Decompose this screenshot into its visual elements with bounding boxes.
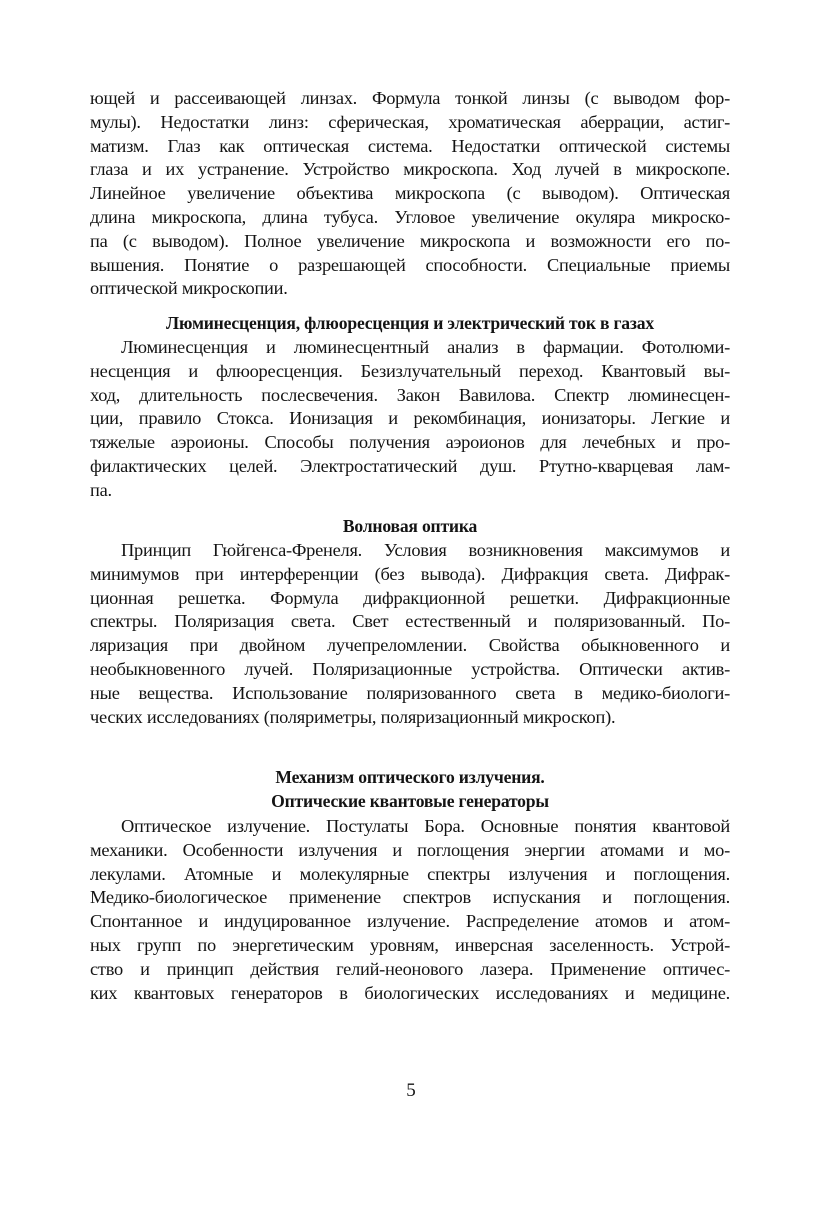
paragraph-line: ляризация при двойном лучепреломлении. Свойства обыкновенного и bbox=[90, 635, 730, 656]
paragraph-line: Линейное увеличение объектива микроскопа (с выводом). Оптическая bbox=[90, 183, 730, 204]
paragraph-line: па. bbox=[90, 479, 112, 500]
section-heading-optical-emission: Механизм оптического излучения. bbox=[275, 767, 545, 787]
paragraph-line: ных групп по энергетическим уровням, инверсная заселенность. Устрой- bbox=[90, 934, 730, 955]
paragraph-line: па (с выводом). Полное увеличение микроскопа и возможности его по- bbox=[90, 230, 730, 251]
paragraph-line: Спонтанное и индуцированное излучение. Распределение атомов и атом- bbox=[90, 911, 730, 932]
section-heading-wave-optics: Волновая оптика bbox=[342, 516, 478, 536]
paragraph-line: филактических целей. Электростатический душ. Ртутно-кварцевая лам- bbox=[90, 455, 730, 476]
paragraph-line: Оптическое излучение. Постулаты Бора. Основные понятия квантовой bbox=[121, 816, 730, 836]
paragraph-line: Принцип Гюйгенса-Френеля. Условия возникновения максимумов и bbox=[121, 540, 730, 560]
paragraph-line: длина микроскопа, длина тубуса. Угловое увеличение окуляра микроско- bbox=[90, 206, 730, 227]
paragraph-line: ческих исследованиях (поляриметры, поляризационный микроскоп). bbox=[90, 706, 616, 727]
paragraph-line: мулы). Недостатки линз: сферическая, хроматическая аберрации, астиг- bbox=[90, 111, 730, 132]
paragraph-line: ход, длительность послесвечения. Закон Вавилова. Спектр люминесцен- bbox=[90, 384, 730, 405]
paragraph-line: матизм. Глаз как оптическая система. Недостатки оптической системы bbox=[90, 135, 730, 156]
paragraph-line: спектры. Поляризация света. Свет естественный и поляризованный. По- bbox=[90, 611, 730, 632]
page-number: 5 bbox=[406, 1080, 416, 1101]
paragraph-line: ющей и рассеивающей линзах. Формула тонкой линзы (с выводом фор- bbox=[90, 88, 730, 108]
paragraph-line: тяжелые аэроионы. Способы получения аэроионов для лечебных и про- bbox=[90, 432, 730, 453]
paragraph-line: минимумов при интерференции (без вывода). Дифракция света. Дифрак- bbox=[90, 563, 730, 584]
paragraph-line: механики. Особенности излучения и поглощения энергии атомами и мо- bbox=[90, 839, 730, 860]
paragraph-line: ции, правило Стокса. Ионизация и рекомбинация, ионизаторы. Легкие и bbox=[90, 408, 730, 429]
luminescence-paragraph bbox=[90, 336, 730, 503]
section-heading-luminescence: Люминесценция, флюоресценция и электрический ток в газах bbox=[166, 313, 654, 333]
section-subheading-quantum-generators: Оптические квантовые генераторы bbox=[271, 791, 549, 811]
paragraph-line: ство и принцип действия гелий-неонового лазера. Применение оптичес- bbox=[90, 958, 730, 979]
paragraph-line: вышения. Понятие о разрешающей способности. Специальные приемы bbox=[90, 254, 730, 275]
paragraph-line: ные вещества. Использование поляризованного света в медико-биологи- bbox=[90, 682, 730, 703]
paragraph-line: несценция и флюоресценция. Безизлучательный переход. Квантовый вы- bbox=[90, 360, 730, 381]
wave-optics-paragraph bbox=[90, 539, 730, 729]
intro-paragraph bbox=[90, 87, 730, 301]
paragraph-line: ционная решетка. Формула дифракционной решетки. Дифракционные bbox=[90, 587, 730, 608]
paragraph-line: Люминесценция и люминесцентный анализ в фармации. Фотолюми- bbox=[121, 337, 730, 357]
paragraph-line: ких квантовых генераторов в биологических исследованиях и медицине. bbox=[90, 982, 730, 1003]
paragraph-line: Медико-биологическое применение спектров испускания и поглощения. bbox=[90, 887, 730, 908]
paragraph-line: необыкновенного лучей. Поляризационные устройства. Оптически актив- bbox=[90, 658, 730, 679]
paragraph-line: оптической микроскопии. bbox=[90, 278, 288, 299]
optical-emission-paragraph bbox=[90, 815, 730, 1005]
paragraph-line: глаза и их устранение. Устройство микроскопа. Ход лучей в микроскопе. bbox=[90, 159, 730, 180]
paragraph-line: лекулами. Атомные и молекулярные спектры излучения и поглощения. bbox=[90, 863, 730, 884]
